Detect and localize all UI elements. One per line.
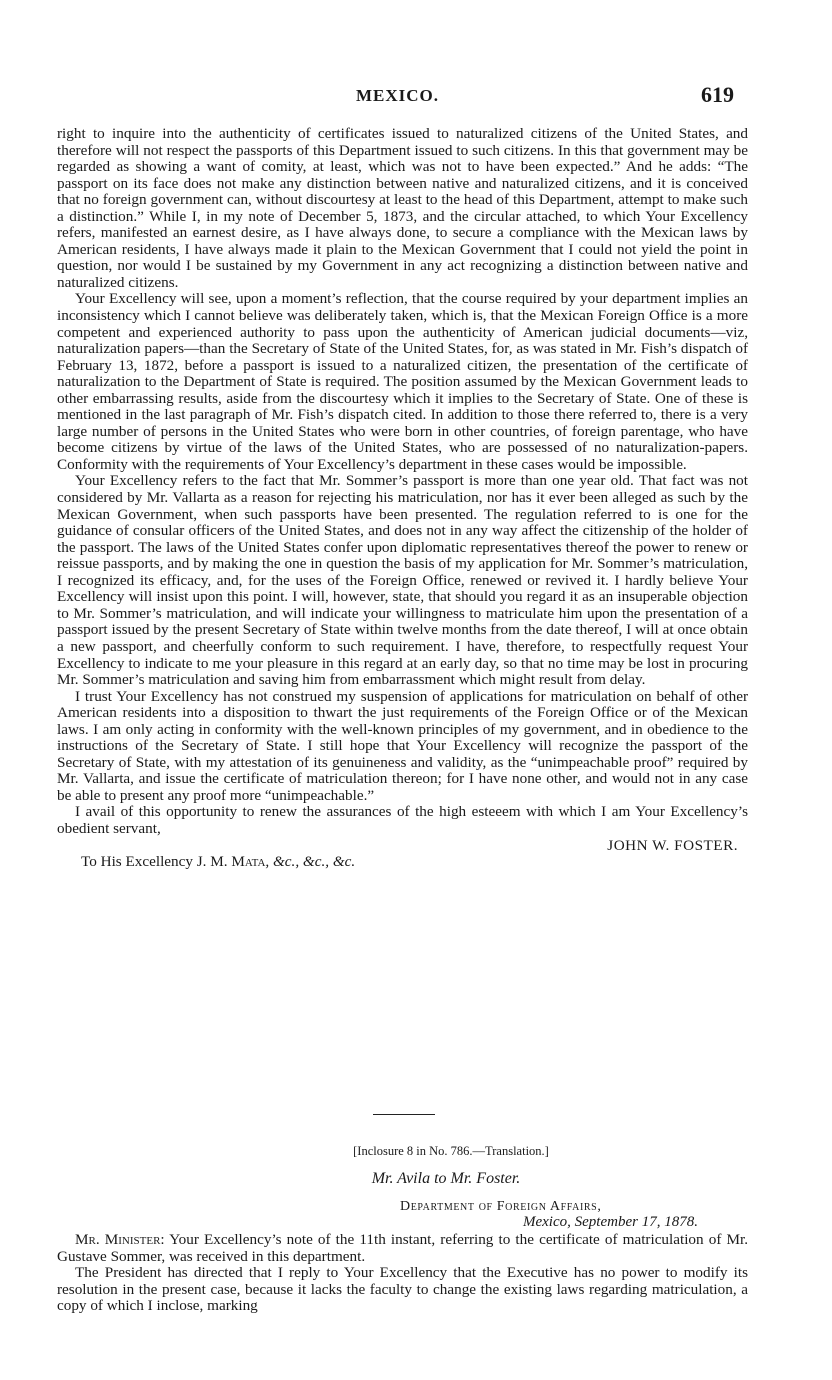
addressee-line <box>57 854 748 871</box>
page-number: 619 <box>701 82 734 107</box>
paragraph: Your Excellency will see, upon a moment’s reflection, that the course required by your department implies an inconsistency which I cannot believe was deliberately taken, which is, that the Mexican Foreign Office is a more competent and experienced authority to pass upon the authenticity of American judicial documents—viz, naturalization papers—than the Secretary of State of the United States, for, as was stated in Mr. Fish’s dispatch of February 13, 1872, before a passport is issued to a naturalized citizen, the presentation of the certificate of naturalization to the Department of State is required. The position assumed by the Mexican Government leads to other embarrassing results, aside from the discourtesy which it implies to the Secretary of State. One of these is mentioned in the last paragraph of Mr. Fish’s dispatch cited. In addition to those there referred to, there is a very large number of persons in the United States who were born in other countries, of foreign parentage, who have become citizens by virtue of the laws of the United States, who are possessed of no naturalization-papers. Conformity with the requirements of Your Excellency’s department in these cases would be impossible. <box>57 290 748 473</box>
paragraph: The President has directed that I reply to Your Excellency that the Executive has no power to modify its resolution in the present case, because it lacks the faculty to change the existing laws regarding matriculation, a copy of which I inclose, marking <box>57 1264 748 1315</box>
addressee-name: Mata <box>231 853 266 871</box>
paragraph: I trust Your Excellency has not construed my suspension of applications for matriculation on behalf of other American residents into a disposition to thwart the just requirements of the Foreign Office or of the Mexican laws. I am only acting in conformity with the well-known principles of my government, and in obedience to the instructions of the Secretary of State. I still hope that Your Excellency will recognize the passport of the Secretary of State, with my attestation of its genuineness and validity, as the “unimpeachable proof” required by Mr. Vallarta, and issue the certificate of matriculation thereon; for I have none other, and would not in any case be able to present any proof more “unimpeachable.” <box>57 687 748 804</box>
inclosure-body <box>57 1232 748 1315</box>
section-divider <box>373 1114 435 1115</box>
letter-body <box>57 126 748 871</box>
signature: JOHN W. FOSTER. <box>607 836 738 854</box>
letter-heading: Mr. Avila to Mr. Foster. <box>371 1170 521 1187</box>
department-line: Department of Foreign Affairs, <box>400 1199 602 1214</box>
running-header <box>0 82 832 112</box>
dateline: Mexico, September 17, 1878. <box>523 1214 698 1230</box>
paragraph-first <box>57 1232 748 1265</box>
running-title: MEXICO. <box>356 86 440 105</box>
paragraph: Your Excellency refers to the fact that Mr. Sommer’s passport is more than one year old. That fact was not considered by Mr. Vallarta as a reason for rejecting his matriculation, nor has it ever been alleged as such by the Mexican Government, when such passports have been presented. The regulation referred to is one for the guidance of consular officers of the United States, and does not in any way affect the citizenship of the holder of the passport. The laws of the United States confer upon diplomatic representatives thereof the power to renew or reissue passports, and by making the one in question the basis of my application for Mr. Sommer’s matriculation, I recognized its efficacy, and, for the uses of the Foreign Office, renewed or revived it. I hardly believe Your Excellency will insist upon this point. I will, however, state, that should you regard it as an insuperable objection to Mr. Sommer’s matriculation, and will indicate your willingness to matriculate him upon the presentation of a passport issued by the present Secretary of State within twelve months from the date thereof, I will at once obtain a new passport, and cheerfully conform to such requirement. I have, therefore, to respectfully request Your Excellency to indicate to me your pleasure in this regard at an early day, so that no time may be lost in procuring Mr. Sommer’s matriculation and saving him from embarrassment which might result from delay. <box>57 472 748 689</box>
salutation: Mr. Minister: <box>75 1231 165 1248</box>
inclosure-note: [Inclosure 8 in No. 786.—Translation.] <box>353 1144 549 1158</box>
paragraph-closing: I avail of this opportunity to renew the assurances of the high esteeem with which I am Your Excellency’s obedient servant, <box>57 803 748 837</box>
paragraph-text: Your Excellency’s note of the 11th instant, referring to the certificate of matriculation of Mr. Gustave Sommer, was received in this department. <box>57 1231 748 1265</box>
addressee-prefix: To His Excellency J. M. <box>81 853 232 871</box>
paragraph-continued: right to inquire into the authenticity of certificates issued to naturalized citizens of the United States, and therefore will not respect the passports of this Department issued to such citizens. In this that government may be regarded as showing a want of comity, at least, which was not to have been expected.” And he adds: “The passport on its face does not make any distinction between native and naturalized citizens, and it is conceived that no foreign government can, without discourtesy at least to the head of this Department, attempt to make such a distinction.” While I, in my note of December 5, 1873, and the circular attached, to which Your Excellency refers, manifested an earnest desire, as I have always done, to secure a compliance with the Mexican laws by American residents, I have always made it plain to the Mexican Government that I could not yield the point in question, nor would I be sustained by my Government in any act recognizing a distinction between native and naturalized citizens. <box>57 125 748 291</box>
addressee-suffix: , &c., &c., &c. <box>265 853 356 871</box>
